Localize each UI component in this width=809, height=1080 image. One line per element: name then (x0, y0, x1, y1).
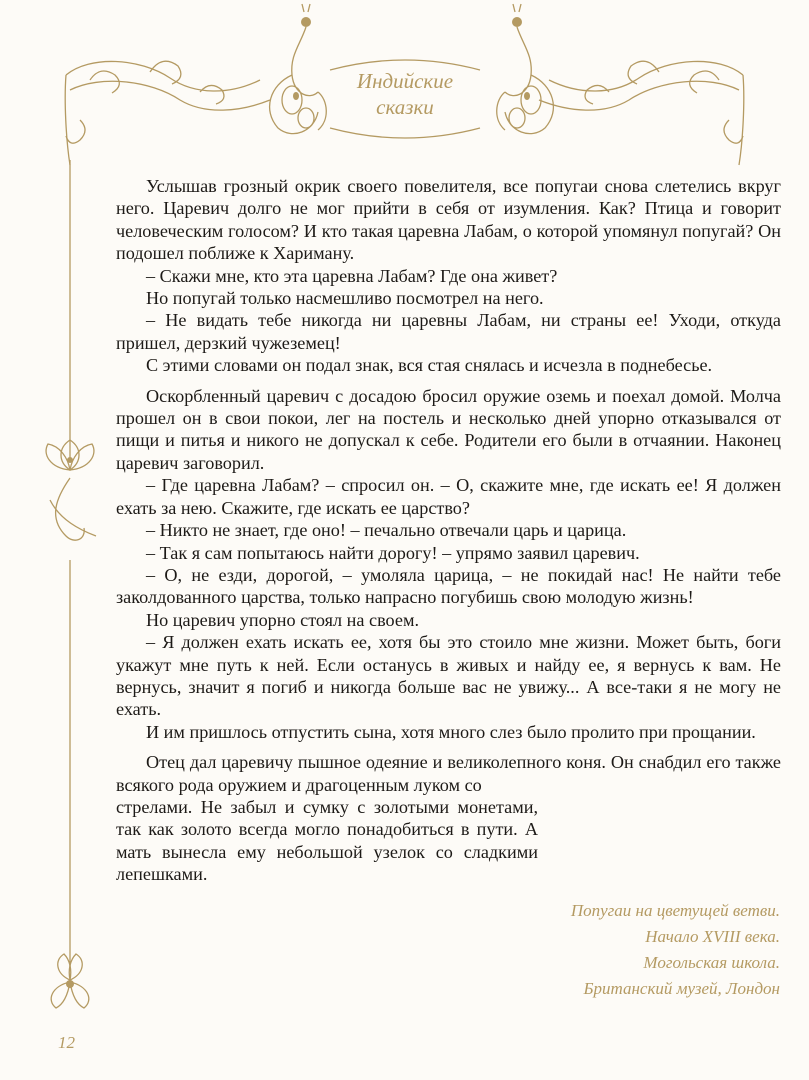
paragraph: Но попугай только насмешливо посмотрел на него. (146, 288, 544, 309)
section-title-line2: сказки (376, 95, 434, 119)
paragraph: И им пришлось отпустить сына, хотя много слез было пролито при прощании. (146, 721, 756, 742)
illustration-caption (548, 898, 780, 1002)
paragraph: С этими словами он подал знак, вся стая снялась и исчезла в поднебесье. (146, 355, 713, 376)
paragraph: – Я должен ехать искать ее, хотя бы это стоило мне жизни. Может быть, боги укажут мне путь к ней. Если останусь в живых и найду ее, я вернусь к вам. Не вернусь, значит я погиб и никогда больше вас не увижу... А все-таки я не могу не ехать. (116, 632, 781, 720)
caption-line: Британский музей, Лондон (583, 979, 780, 998)
story-text (116, 175, 781, 886)
caption-line: Начало XVIII века. (645, 927, 780, 946)
lotus-flower-icon (46, 440, 96, 540)
paragraph: – Не видать тебе никогда ни царевны Лабам, ни страны ее! Уходи, откуда пришел, дерзкий чужеземец! (116, 310, 781, 353)
paragraph: Услышав грозный окрик своего повелителя, все попугаи снова слетелись вкруг него. Царевич долго не мог прийти в себя от изумления. Как? Птица и говорит человеческим голосом? И кто такая царевна Лабам, о которой упомянул попугай? Он подошел поближе к Хариману. (116, 176, 781, 264)
section-title-line1: Индийские (356, 69, 454, 93)
page-number: 12 (58, 1033, 75, 1052)
right-peacock-icon (497, 4, 554, 134)
caption-line: Могольская школа. (643, 953, 780, 972)
section-title (340, 68, 470, 120)
paragraph: Отец дал царевичу пышное одеяние и великолепного коня. Он снабдил его также всякого рода оружием и драгоценным луком со (116, 752, 781, 795)
paragraph: – Где царевна Лабам? – спросил он. – О, скажите мне, где искать ее! Я должен ехать за нею. Скажите, где искать ее царство? (116, 475, 781, 518)
paragraph: – Никто не знает, где оно! – печально отвечали царь и царица. (146, 520, 627, 541)
paragraph-continued: стрелами. Не забыл и сумку с золотыми монетами, так как золото всегда могло понадобиться в пути. А мать вынесла ему небольшой узелок со сладкими лепешками. (116, 796, 538, 885)
caption-line: Попугаи на цветущей ветви. (570, 901, 780, 920)
paragraph: Оскорбленный царевич с досадою бросил оружие оземь и поехал домой. Молча прошел он в свои покои, лег на постель и несколько дней упорно отказывался от пищи и питья и никого не допускал к себе. Родители его были в отчаянии. Наконец царевич заговорил. (116, 385, 781, 473)
paragraph: – О, не езди, дорогой, – умоляла царица, – не покидай нас! Не найти тебе заколдованного царства, только напрасно погубишь свою молодую жизнь! (116, 564, 781, 608)
paragraph: – Скажи мне, кто эта царевна Лабам? Где она живет? (146, 265, 558, 286)
left-peacock-icon (270, 4, 327, 134)
paragraph: Но царевич упорно стоял на своем. (146, 609, 419, 630)
paragraph: – Так я сам попытаюсь найти дорогу! – упрямо заявил царевич. (146, 542, 640, 563)
left-vine-ornament (30, 160, 110, 1040)
